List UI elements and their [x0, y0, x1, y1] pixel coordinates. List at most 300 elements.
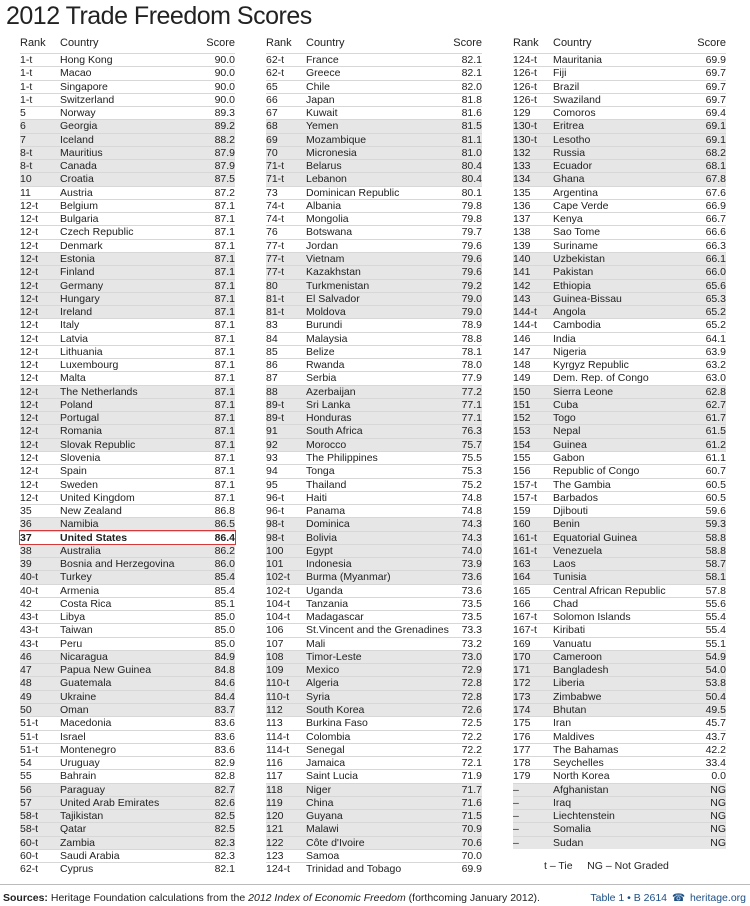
rank-cell: 48	[20, 677, 32, 690]
table-row	[20, 424, 235, 437]
score-cell: 80.4	[461, 160, 482, 173]
table-row	[266, 623, 482, 636]
rank-cell: 11	[20, 186, 31, 199]
rank-cell: 156	[513, 465, 531, 478]
country-cell: Nicaragua	[60, 650, 108, 663]
table-row	[513, 783, 726, 796]
country-cell: Cameroon	[553, 650, 603, 663]
rank-cell: 117	[266, 770, 283, 783]
score-cell: 79.0	[461, 292, 482, 305]
country-cell: Togo	[553, 412, 576, 425]
table-row	[266, 252, 482, 265]
country-cell: Lithuania	[60, 345, 103, 358]
rank-cell: 69	[266, 133, 278, 146]
score-cell: 64.1	[705, 332, 726, 345]
score-cell: 87.1	[214, 385, 235, 398]
table-row	[513, 796, 726, 809]
country-cell: Namibia	[60, 518, 99, 531]
score-cell: 79.8	[461, 199, 482, 212]
rank-cell: 6	[20, 120, 26, 133]
rank-cell: 124-t	[266, 863, 290, 876]
table-row	[20, 663, 235, 676]
rank-cell: 137	[513, 213, 531, 226]
rank-cell: 165	[513, 584, 531, 597]
score-cell: 87.1	[214, 491, 235, 504]
rank-cell: 178	[513, 757, 531, 770]
country-cell: Kuwait	[306, 107, 338, 120]
table-row	[20, 451, 235, 464]
score-cell: 78.8	[461, 332, 482, 345]
country-cell: St.Vincent and the Grenadines	[306, 624, 449, 637]
country-cell: Oman	[60, 704, 89, 717]
country-cell: Gabon	[553, 451, 585, 464]
country-cell: Mexico	[306, 664, 340, 677]
country-cell: Guatemala	[60, 677, 112, 690]
country-cell: Micronesia	[306, 146, 357, 159]
header-country: Country	[553, 37, 592, 49]
country-cell: Canada	[60, 160, 97, 173]
table-row	[266, 411, 482, 424]
rank-cell: 12-t	[20, 239, 39, 252]
header-score: Score	[206, 37, 235, 49]
table-row	[20, 570, 235, 583]
table-row	[266, 225, 482, 238]
rank-cell: 40-t	[20, 584, 39, 597]
score-cell: 82.6	[214, 796, 235, 809]
table-row	[513, 225, 726, 238]
country-cell: Suriname	[553, 239, 598, 252]
score-cell: 66.1	[705, 252, 726, 265]
table-row	[513, 756, 726, 769]
page-title: 2012 Trade Freedom Scores	[6, 2, 312, 30]
table-row	[513, 106, 726, 119]
country-cell: Swaziland	[553, 93, 601, 106]
table-row	[513, 570, 726, 583]
table-row	[20, 159, 235, 172]
table-row	[266, 730, 482, 743]
country-cell: Tajikistan	[60, 810, 104, 823]
score-cell: 82.0	[461, 80, 482, 93]
table-row	[20, 517, 235, 530]
rank-cell: 91	[266, 425, 278, 438]
rank-cell: 96-t	[266, 505, 285, 518]
rank-cell: 126-t	[513, 80, 537, 93]
score-cell: 58.8	[705, 544, 726, 557]
score-cell: 69.1	[705, 133, 726, 146]
country-cell: Russia	[553, 146, 586, 159]
rank-cell: 121	[266, 823, 284, 836]
table-row	[513, 597, 726, 610]
site-link[interactable]: heritage.org	[689, 892, 746, 904]
country-cell: Austria	[60, 186, 93, 199]
rank-cell: 81-t	[266, 292, 285, 305]
score-cell: 79.6	[461, 239, 482, 252]
rank-cell: 94	[266, 465, 278, 478]
country-cell: Samoa	[306, 849, 340, 862]
country-cell: Belgium	[60, 199, 98, 212]
score-cell: 87.1	[214, 279, 235, 292]
score-cell: 82.1	[461, 67, 482, 80]
rank-cell: 12-t	[20, 252, 39, 265]
rank-cell: 172	[513, 677, 531, 690]
score-cell: 59.3	[705, 518, 726, 531]
rank-cell: 50	[20, 704, 32, 717]
legend: t – Tie NG – Not Graded	[544, 860, 669, 872]
country-cell: North Korea	[553, 770, 610, 783]
score-cell: 87.1	[214, 359, 235, 372]
column-header	[266, 37, 482, 53]
table-row	[20, 146, 235, 159]
country-cell: Trinidad and Tobago	[306, 863, 402, 876]
rank-cell: 8-t	[20, 160, 33, 173]
rank-cell: 81-t	[266, 306, 285, 319]
country-cell: Argentina	[553, 186, 598, 199]
country-cell: Chile	[306, 80, 330, 93]
rank-cell: 12-t	[20, 319, 39, 332]
table-row	[266, 438, 482, 451]
country-cell: Thailand	[306, 478, 347, 491]
rank-cell: 129	[513, 107, 531, 120]
table-row	[266, 822, 482, 835]
country-cell: Italy	[60, 319, 80, 332]
sources-tail: (forthcoming January 2012).	[408, 892, 540, 904]
country-cell: Bolivia	[306, 531, 337, 544]
table-row	[513, 703, 726, 716]
rank-cell: 151	[513, 398, 531, 411]
country-cell: France	[306, 54, 339, 66]
rank-cell: 148	[513, 359, 531, 372]
rank-cell: 7	[20, 133, 26, 146]
score-cell: 87.1	[214, 398, 235, 411]
score-cell: 73.2	[461, 637, 482, 650]
score-cell: 85.0	[214, 637, 235, 650]
score-cell: 79.6	[461, 252, 482, 265]
table-row	[266, 159, 482, 172]
table-row	[513, 623, 726, 636]
score-cell: 67.6	[705, 186, 726, 199]
country-cell: Chad	[553, 597, 579, 610]
score-cell: 72.1	[461, 757, 482, 770]
score-cell: 86.0	[214, 558, 235, 571]
rank-cell: 142	[513, 279, 531, 292]
table-row	[513, 517, 726, 530]
rank-cell: 87	[266, 372, 278, 385]
country-cell: Jordan	[306, 239, 339, 252]
score-cell: 87.5	[214, 173, 235, 186]
rank-cell: 130-t	[513, 133, 537, 146]
rank-cell: 77-t	[266, 252, 285, 265]
table-row	[266, 66, 482, 79]
score-cell: 87.1	[214, 306, 235, 319]
country-cell: Morocco	[306, 438, 347, 451]
score-cell: 63.2	[705, 359, 726, 372]
table-row	[266, 371, 482, 384]
country-cell: Greece	[306, 67, 341, 80]
score-cell: NG	[710, 810, 726, 823]
rank-cell: 100	[266, 544, 284, 557]
country-cell: Luxembourg	[60, 359, 119, 372]
rank-cell: 154	[513, 438, 531, 451]
country-cell: United Arab Emirates	[60, 796, 160, 809]
score-cell: 90.0	[214, 93, 235, 106]
rank-cell: 12-t	[20, 465, 39, 478]
sources-note	[3, 892, 540, 904]
table-row	[513, 743, 726, 756]
country-cell: Turkey	[60, 571, 92, 584]
rank-cell: 51-t	[20, 743, 39, 756]
country-cell: Paraguay	[60, 783, 105, 796]
country-cell: Uganda	[306, 584, 343, 597]
score-cell: 72.8	[461, 677, 482, 690]
country-cell: Comoros	[553, 107, 596, 120]
score-cell: 65.3	[705, 292, 726, 305]
rank-cell: 109	[266, 664, 284, 677]
rank-cell: 89-t	[266, 412, 285, 425]
score-cell: 72.5	[461, 717, 482, 730]
table-row	[513, 345, 726, 358]
country-cell: Estonia	[60, 252, 96, 265]
country-cell: Malaysia	[306, 332, 348, 345]
rank-cell: 8-t	[20, 146, 33, 159]
table-row	[513, 133, 726, 146]
score-cell: 84.6	[214, 677, 235, 690]
rank-cell: 12-t	[20, 279, 39, 292]
score-cell: 87.1	[214, 478, 235, 491]
table-row	[266, 743, 482, 756]
score-cell: 59.6	[705, 505, 726, 518]
rank-cell: –	[513, 823, 519, 836]
country-cell: Somalia	[553, 823, 591, 836]
column-header	[20, 37, 235, 53]
score-cell: 82.3	[214, 849, 235, 862]
country-cell: The Bahamas	[553, 743, 619, 756]
table-row	[266, 345, 482, 358]
rank-cell: 1-t	[20, 93, 33, 106]
score-cell: 80.4	[461, 173, 482, 186]
country-cell: Malta	[60, 372, 86, 385]
score-cell: 87.1	[214, 319, 235, 332]
country-cell: Cuba	[553, 398, 579, 411]
score-cell: 87.2	[214, 186, 235, 199]
table-row	[513, 252, 726, 265]
score-cell: 85.1	[214, 597, 235, 610]
rank-cell: 12-t	[20, 425, 39, 438]
score-cell: 88.2	[214, 133, 235, 146]
table-row	[20, 531, 235, 544]
score-cell: 87.1	[214, 213, 235, 226]
rank-cell: 114-t	[266, 730, 290, 743]
country-cell: Croatia	[60, 173, 94, 186]
score-cell: 55.6	[705, 597, 726, 610]
table-row	[20, 398, 235, 411]
table-row	[266, 570, 482, 583]
score-cell: 71.7	[461, 783, 482, 796]
score-cell: 43.7	[705, 730, 726, 743]
rank-cell: 12-t	[20, 491, 39, 504]
table-row	[513, 769, 726, 782]
rank-cell: 67	[266, 107, 278, 120]
table-row	[266, 172, 482, 185]
country-cell: The Netherlands	[60, 385, 138, 398]
score-cell: 55.4	[705, 624, 726, 637]
country-cell: Azerbaijan	[306, 385, 356, 398]
score-cell: 63.9	[705, 345, 726, 358]
rank-cell: 83	[266, 319, 278, 332]
table-row	[20, 769, 235, 782]
table-row	[20, 504, 235, 517]
country-cell: Malawi	[306, 823, 339, 836]
country-cell: El Salvador	[306, 292, 360, 305]
country-cell: Guyana	[306, 810, 343, 823]
country-cell: Tanzania	[306, 597, 349, 610]
rank-cell: 12-t	[20, 306, 39, 319]
rank-cell: 58-t	[20, 823, 39, 836]
country-cell: Iraq	[553, 796, 572, 809]
score-cell: 87.9	[214, 146, 235, 159]
country-cell: Cyprus	[60, 863, 94, 876]
country-cell: Belize	[306, 345, 335, 358]
table-row	[20, 225, 235, 238]
country-cell: Japan	[306, 93, 335, 106]
country-cell: Madagascar	[306, 611, 364, 624]
table-row	[513, 93, 726, 106]
rank-cell: 51-t	[20, 717, 39, 730]
rank-cell: 143	[513, 292, 531, 305]
table-row	[513, 504, 726, 517]
rank-cell: –	[513, 810, 519, 823]
rank-cell: 104-t	[266, 597, 290, 610]
score-cell: 73.6	[461, 571, 482, 584]
rank-cell: 134	[513, 173, 531, 186]
country-cell: South Korea	[306, 704, 365, 717]
country-cell: Venezuela	[553, 544, 603, 557]
score-cell: 87.1	[214, 266, 235, 279]
rank-cell: 77-t	[266, 266, 285, 279]
table-row	[20, 743, 235, 756]
rank-cell: 38	[20, 544, 32, 557]
rank-cell: 135	[513, 186, 531, 199]
score-cell: 60.5	[705, 491, 726, 504]
rank-cell: 157-t	[513, 478, 537, 491]
rank-cell: 42	[20, 597, 32, 610]
country-cell: Pakistan	[553, 266, 594, 279]
country-cell: Cambodia	[553, 319, 601, 332]
country-cell: Qatar	[60, 823, 87, 836]
rank-cell: 60-t	[20, 849, 39, 862]
country-cell: Solomon Islands	[553, 611, 631, 624]
country-cell: Afghanistan	[553, 783, 609, 796]
rank-cell: 1-t	[20, 67, 33, 80]
country-cell: Fiji	[553, 67, 567, 80]
rank-cell: 68	[266, 120, 278, 133]
score-cell: 87.1	[214, 252, 235, 265]
table-row	[266, 464, 482, 477]
score-cell: 69.1	[705, 120, 726, 133]
score-cell: 82.5	[214, 810, 235, 823]
score-cell: 69.9	[461, 863, 482, 876]
country-cell: Jamaica	[306, 757, 346, 770]
table-row	[20, 597, 235, 610]
rank-cell: 170	[513, 650, 531, 663]
table-row	[20, 318, 235, 331]
country-cell: Germany	[60, 279, 104, 292]
rank-cell: 144-t	[513, 319, 537, 332]
country-cell: Cape Verde	[553, 199, 609, 212]
country-cell: Poland	[60, 398, 93, 411]
rank-cell: 169	[513, 637, 531, 650]
rank-cell: 46	[20, 650, 32, 663]
rank-cell: 113	[266, 717, 283, 730]
country-cell: Belarus	[306, 160, 342, 173]
country-cell: The Philippines	[306, 451, 378, 464]
rank-cell: 102-t	[266, 584, 290, 597]
rank-cell: 179	[513, 770, 531, 783]
country-cell: Guinea	[553, 438, 587, 451]
table-row	[513, 464, 726, 477]
table-row	[266, 424, 482, 437]
country-cell: Barbados	[553, 491, 598, 504]
rank-cell: 84	[266, 332, 278, 345]
rank-cell: 12-t	[20, 359, 39, 372]
country-cell: Bosnia and Herzegovina	[60, 558, 175, 571]
rank-cell: 101	[266, 558, 284, 571]
score-cell: 79.2	[461, 279, 482, 292]
table-row	[513, 159, 726, 172]
country-cell: Hungary	[60, 292, 100, 305]
table-row	[20, 464, 235, 477]
country-cell: Timor-Leste	[306, 650, 362, 663]
score-cell: 83.6	[214, 743, 235, 756]
score-cell: 65.2	[705, 319, 726, 332]
table-row	[266, 584, 482, 597]
table-row	[20, 650, 235, 663]
country-cell: Romania	[60, 425, 103, 438]
table-row	[513, 531, 726, 544]
score-cell: 58.1	[705, 571, 726, 584]
rank-cell: 62-t	[20, 863, 39, 876]
table-row	[20, 584, 235, 597]
rank-cell: 130-t	[513, 120, 537, 133]
rank-cell: 167-t	[513, 624, 537, 637]
score-cell: 79.0	[461, 306, 482, 319]
table-row	[20, 557, 235, 570]
score-cell: 82.7	[214, 783, 235, 796]
score-cell: 54.9	[705, 650, 726, 663]
score-cell: 73.9	[461, 558, 482, 571]
table-row	[513, 663, 726, 676]
score-cell: 0.0	[711, 770, 726, 783]
rank-cell: 40-t	[20, 571, 39, 584]
score-cell: 87.1	[214, 199, 235, 212]
country-cell: Israel	[60, 730, 86, 743]
rank-cell: 39	[20, 558, 32, 571]
score-cell: 58.7	[705, 558, 726, 571]
country-cell: Bahrain	[60, 770, 97, 783]
rank-cell: 122	[266, 836, 284, 849]
score-cell: 87.1	[214, 425, 235, 438]
rank-cell: 92	[266, 438, 278, 451]
rank-cell: 12-t	[20, 345, 39, 358]
table-row	[266, 292, 482, 305]
score-cell: 69.7	[705, 80, 726, 93]
table-column-2	[266, 37, 482, 875]
table-row	[266, 690, 482, 703]
score-cell: 63.0	[705, 372, 726, 385]
country-cell: Eritrea	[553, 120, 584, 133]
table-row	[20, 862, 235, 875]
table-row	[20, 637, 235, 650]
table-row	[266, 186, 482, 199]
